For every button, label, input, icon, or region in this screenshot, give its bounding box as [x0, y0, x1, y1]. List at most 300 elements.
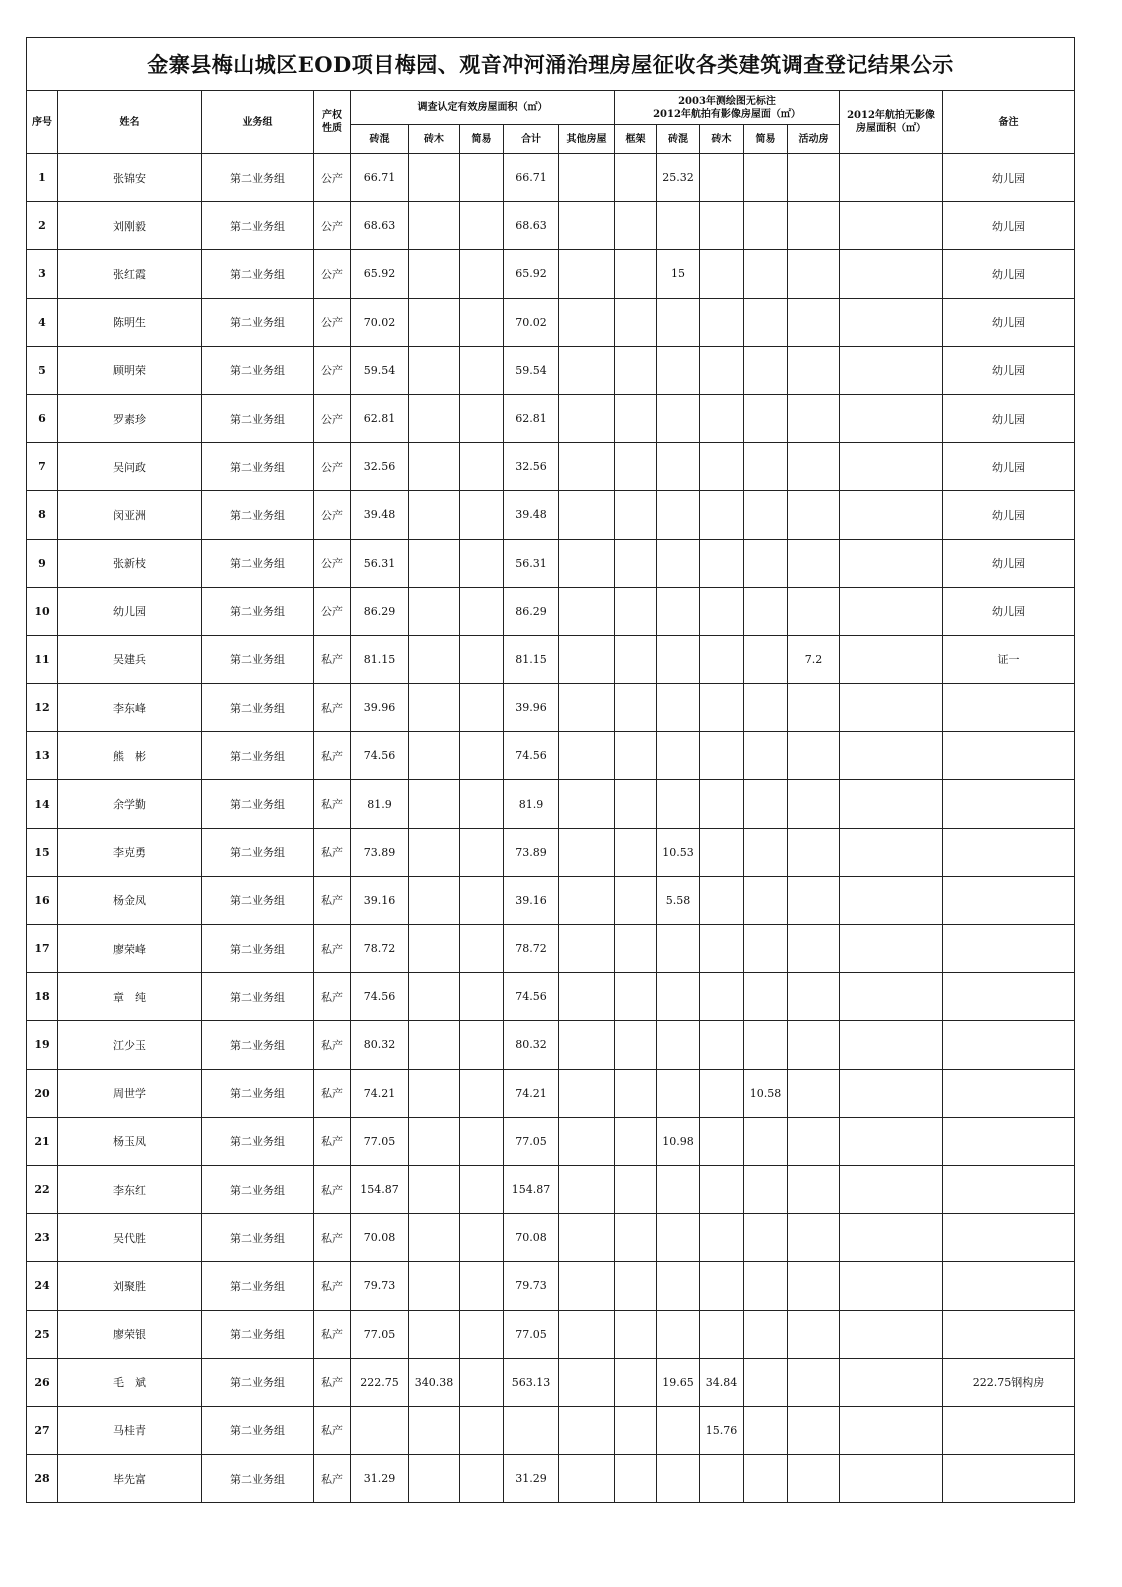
row-group: 第二业务组	[202, 1310, 314, 1358]
header-group: 业务组	[202, 91, 314, 154]
row-group: 第二业务组	[202, 1021, 314, 1069]
row-total: 70.02	[504, 298, 559, 346]
row-mapping-simple	[744, 346, 788, 394]
row-total	[504, 1406, 559, 1454]
row-property-nature: 私产	[314, 828, 351, 876]
row-name: 廖荣峰	[58, 925, 202, 973]
table-row	[27, 1262, 1075, 1310]
row-group: 第二业务组	[202, 635, 314, 683]
row-remark	[943, 1117, 1075, 1165]
row-seq: 25	[27, 1310, 58, 1358]
row-brick-wood	[409, 298, 460, 346]
row-name: 刘聚胜	[58, 1262, 202, 1310]
row-total: 563.13	[504, 1358, 559, 1406]
row-brick-wood	[409, 635, 460, 683]
row-frame	[615, 539, 657, 587]
row-no-image-area	[840, 1262, 943, 1310]
row-brick-concrete: 73.89	[351, 828, 409, 876]
row-other	[559, 298, 615, 346]
row-frame	[615, 876, 657, 924]
row-other	[559, 1214, 615, 1262]
row-brick-wood	[409, 732, 460, 780]
table-row	[27, 635, 1075, 683]
row-mapping-brick-wood	[700, 491, 744, 539]
row-mapping-brick-wood	[700, 780, 744, 828]
table-row	[27, 1455, 1075, 1503]
row-no-image-area	[840, 684, 943, 732]
row-no-image-area	[840, 154, 943, 202]
row-total: 39.96	[504, 684, 559, 732]
row-name: 周世学	[58, 1069, 202, 1117]
row-mapping-simple	[744, 443, 788, 491]
row-remark	[943, 925, 1075, 973]
row-seq: 7	[27, 443, 58, 491]
row-brick-concrete: 31.29	[351, 1455, 409, 1503]
row-mapping-brick-wood	[700, 1069, 744, 1117]
row-brick-wood	[409, 1069, 460, 1117]
row-mapping-simple	[744, 1358, 788, 1406]
row-mapping-brick-concrete	[657, 443, 700, 491]
row-mapping-mobile	[788, 732, 840, 780]
row-mapping-mobile	[788, 250, 840, 298]
row-brick-concrete: 74.56	[351, 973, 409, 1021]
row-mapping-simple	[744, 876, 788, 924]
row-mapping-mobile: 7.2	[788, 635, 840, 683]
row-name: 刘刚毅	[58, 202, 202, 250]
row-no-image-area	[840, 1214, 943, 1262]
row-mapping-brick-concrete	[657, 780, 700, 828]
row-remark: 幼儿园	[943, 346, 1075, 394]
table-row	[27, 876, 1075, 924]
row-name: 章 纯	[58, 973, 202, 1021]
row-frame	[615, 394, 657, 442]
row-remark	[943, 1262, 1075, 1310]
row-mapping-brick-wood	[700, 394, 744, 442]
row-simple	[460, 394, 504, 442]
row-group: 第二业务组	[202, 1455, 314, 1503]
row-mapping-brick-wood	[700, 1165, 744, 1213]
row-remark	[943, 1406, 1075, 1454]
row-mapping-mobile	[788, 1310, 840, 1358]
row-group: 第二业务组	[202, 298, 314, 346]
row-simple	[460, 635, 504, 683]
row-simple	[460, 1455, 504, 1503]
row-other	[559, 876, 615, 924]
row-seq: 2	[27, 202, 58, 250]
row-total: 56.31	[504, 539, 559, 587]
row-mapping-brick-concrete: 10.53	[657, 828, 700, 876]
header-mapping-area	[615, 91, 840, 125]
row-group: 第二业务组	[202, 1117, 314, 1165]
row-mapping-brick-concrete: 25.32	[657, 154, 700, 202]
row-other	[559, 1117, 615, 1165]
row-property-nature: 公产	[314, 154, 351, 202]
row-brick-wood	[409, 394, 460, 442]
row-total: 62.81	[504, 394, 559, 442]
row-brick-wood	[409, 973, 460, 1021]
row-frame	[615, 1165, 657, 1213]
row-name: 毛 斌	[58, 1358, 202, 1406]
row-brick-wood	[409, 1310, 460, 1358]
row-group: 第二业务组	[202, 1262, 314, 1310]
row-mapping-mobile	[788, 876, 840, 924]
row-brick-concrete: 62.81	[351, 394, 409, 442]
row-remark	[943, 732, 1075, 780]
row-seq: 26	[27, 1358, 58, 1406]
row-brick-concrete: 81.9	[351, 780, 409, 828]
table-row	[27, 1165, 1075, 1213]
row-brick-wood	[409, 1117, 460, 1165]
table-row	[27, 202, 1075, 250]
row-total: 77.05	[504, 1117, 559, 1165]
table-row	[27, 828, 1075, 876]
row-remark	[943, 1455, 1075, 1503]
row-property-nature: 公产	[314, 394, 351, 442]
row-frame	[615, 1021, 657, 1069]
row-brick-wood	[409, 925, 460, 973]
row-seq: 28	[27, 1455, 58, 1503]
table-row	[27, 732, 1075, 780]
row-brick-concrete: 70.02	[351, 298, 409, 346]
table-row	[27, 780, 1075, 828]
row-property-nature: 私产	[314, 1358, 351, 1406]
row-simple	[460, 250, 504, 298]
row-no-image-area	[840, 635, 943, 683]
row-brick-wood	[409, 876, 460, 924]
row-total: 78.72	[504, 925, 559, 973]
table-row	[27, 539, 1075, 587]
header-mapping-line2: 2012年航拍有影像房屋面（㎡）	[653, 108, 801, 120]
table-row	[27, 1358, 1075, 1406]
row-frame	[615, 250, 657, 298]
row-brick-wood	[409, 1406, 460, 1454]
row-frame	[615, 684, 657, 732]
row-other	[559, 154, 615, 202]
row-mapping-mobile	[788, 202, 840, 250]
row-mapping-mobile	[788, 973, 840, 1021]
row-mapping-brick-concrete	[657, 635, 700, 683]
row-simple	[460, 443, 504, 491]
row-frame	[615, 828, 657, 876]
row-group: 第二业务组	[202, 973, 314, 1021]
row-seq: 3	[27, 250, 58, 298]
row-name: 杨金凤	[58, 876, 202, 924]
row-brick-concrete: 39.16	[351, 876, 409, 924]
row-remark	[943, 1021, 1075, 1069]
row-frame	[615, 635, 657, 683]
row-no-image-area	[840, 346, 943, 394]
row-mapping-simple	[744, 202, 788, 250]
row-other	[559, 828, 615, 876]
row-seq: 13	[27, 732, 58, 780]
row-mapping-mobile	[788, 1358, 840, 1406]
row-property-nature: 私产	[314, 1214, 351, 1262]
row-remark: 幼儿园	[943, 250, 1075, 298]
row-mapping-simple	[744, 1262, 788, 1310]
row-seq: 21	[27, 1117, 58, 1165]
row-mapping-brick-concrete	[657, 1021, 700, 1069]
row-mapping-brick-concrete	[657, 684, 700, 732]
row-mapping-brick-wood	[700, 684, 744, 732]
row-name: 江少玉	[58, 1021, 202, 1069]
row-other	[559, 1310, 615, 1358]
row-other	[559, 973, 615, 1021]
row-mapping-mobile	[788, 780, 840, 828]
row-other	[559, 202, 615, 250]
row-total: 70.08	[504, 1214, 559, 1262]
row-brick-wood: 340.38	[409, 1358, 460, 1406]
row-mapping-simple	[744, 684, 788, 732]
row-group: 第二业务组	[202, 154, 314, 202]
row-total: 65.92	[504, 250, 559, 298]
row-remark	[943, 828, 1075, 876]
row-other	[559, 1165, 615, 1213]
row-no-image-area	[840, 876, 943, 924]
row-simple	[460, 154, 504, 202]
row-name: 张红霞	[58, 250, 202, 298]
row-brick-wood	[409, 828, 460, 876]
row-simple	[460, 346, 504, 394]
row-no-image-area	[840, 780, 943, 828]
row-other	[559, 1455, 615, 1503]
row-no-image-area	[840, 250, 943, 298]
row-name: 张锦安	[58, 154, 202, 202]
row-brick-wood	[409, 1262, 460, 1310]
row-mapping-mobile	[788, 346, 840, 394]
row-seq: 8	[27, 491, 58, 539]
row-property-nature: 私产	[314, 1310, 351, 1358]
row-property-nature: 公产	[314, 250, 351, 298]
row-remark: 幼儿园	[943, 443, 1075, 491]
row-brick-concrete: 78.72	[351, 925, 409, 973]
row-mapping-brick-wood	[700, 298, 744, 346]
row-simple	[460, 491, 504, 539]
row-mapping-brick-concrete	[657, 202, 700, 250]
row-name: 熊 彬	[58, 732, 202, 780]
row-frame	[615, 1214, 657, 1262]
row-mapping-brick-wood	[700, 973, 744, 1021]
row-mapping-brick-wood	[700, 1310, 744, 1358]
row-name: 吴问政	[58, 443, 202, 491]
row-seq: 19	[27, 1021, 58, 1069]
row-brick-concrete: 65.92	[351, 250, 409, 298]
row-brick-concrete: 32.56	[351, 443, 409, 491]
row-brick-wood	[409, 1165, 460, 1213]
row-no-image-area	[840, 732, 943, 780]
row-simple	[460, 1310, 504, 1358]
row-mapping-mobile	[788, 587, 840, 635]
row-property-nature: 公产	[314, 491, 351, 539]
row-mapping-brick-concrete	[657, 1455, 700, 1503]
row-brick-wood	[409, 1455, 460, 1503]
table-row	[27, 346, 1075, 394]
row-frame	[615, 346, 657, 394]
row-mapping-simple	[744, 587, 788, 635]
row-mapping-mobile	[788, 1214, 840, 1262]
row-brick-concrete: 222.75	[351, 1358, 409, 1406]
row-mapping-simple	[744, 1310, 788, 1358]
row-other	[559, 684, 615, 732]
row-mapping-simple	[744, 635, 788, 683]
row-group: 第二业务组	[202, 394, 314, 442]
row-total: 39.48	[504, 491, 559, 539]
row-no-image-area	[840, 298, 943, 346]
row-name: 李东红	[58, 1165, 202, 1213]
table-row	[27, 1406, 1075, 1454]
row-mapping-brick-concrete	[657, 1262, 700, 1310]
row-frame	[615, 1406, 657, 1454]
row-mapping-simple	[744, 250, 788, 298]
row-brick-concrete: 56.31	[351, 539, 409, 587]
row-group: 第二业务组	[202, 684, 314, 732]
row-name: 杨玉凤	[58, 1117, 202, 1165]
row-seq: 15	[27, 828, 58, 876]
row-property-nature: 公产	[314, 298, 351, 346]
row-name: 幼儿园	[58, 587, 202, 635]
row-group: 第二业务组	[202, 250, 314, 298]
row-mapping-brick-wood	[700, 250, 744, 298]
row-brick-wood	[409, 587, 460, 635]
row-mapping-simple	[744, 1214, 788, 1262]
row-frame	[615, 1069, 657, 1117]
row-group: 第二业务组	[202, 1069, 314, 1117]
row-other	[559, 1406, 615, 1454]
row-no-image-area	[840, 1310, 943, 1358]
row-mapping-brick-wood	[700, 925, 744, 973]
row-seq: 16	[27, 876, 58, 924]
row-simple	[460, 1069, 504, 1117]
row-no-image-area	[840, 925, 943, 973]
row-other	[559, 394, 615, 442]
row-brick-concrete: 86.29	[351, 587, 409, 635]
row-mapping-simple	[744, 1455, 788, 1503]
row-mapping-brick-concrete	[657, 732, 700, 780]
row-brick-wood	[409, 1021, 460, 1069]
row-property-nature: 公产	[314, 443, 351, 491]
row-mapping-brick-concrete	[657, 346, 700, 394]
row-mapping-mobile	[788, 1406, 840, 1454]
row-other	[559, 1358, 615, 1406]
row-brick-concrete: 39.48	[351, 491, 409, 539]
table-row	[27, 1214, 1075, 1262]
row-name: 毕先富	[58, 1455, 202, 1503]
row-mapping-brick-wood	[700, 587, 744, 635]
row-seq: 4	[27, 298, 58, 346]
row-no-image-area	[840, 443, 943, 491]
row-mapping-brick-concrete	[657, 491, 700, 539]
row-name: 顾明荣	[58, 346, 202, 394]
row-frame	[615, 443, 657, 491]
row-group: 第二业务组	[202, 539, 314, 587]
row-remark: 幼儿园	[943, 298, 1075, 346]
row-mapping-mobile	[788, 1262, 840, 1310]
row-no-image-area	[840, 1358, 943, 1406]
row-simple	[460, 876, 504, 924]
row-group: 第二业务组	[202, 443, 314, 491]
row-total: 74.21	[504, 1069, 559, 1117]
table-row	[27, 684, 1075, 732]
row-frame	[615, 202, 657, 250]
row-frame	[615, 298, 657, 346]
row-name: 余学勤	[58, 780, 202, 828]
row-other	[559, 780, 615, 828]
row-no-image-area	[840, 202, 943, 250]
row-mapping-mobile	[788, 298, 840, 346]
row-simple	[460, 1406, 504, 1454]
row-no-image-area	[840, 1069, 943, 1117]
row-mapping-simple	[744, 732, 788, 780]
table-row	[27, 1310, 1075, 1358]
row-seq: 1	[27, 154, 58, 202]
row-group: 第二业务组	[202, 1214, 314, 1262]
row-property-nature: 私产	[314, 1455, 351, 1503]
row-mapping-brick-concrete: 19.65	[657, 1358, 700, 1406]
row-seq: 17	[27, 925, 58, 973]
table-row	[27, 1069, 1075, 1117]
row-no-image-area	[840, 491, 943, 539]
header-brick-wood: 砖木	[409, 125, 460, 154]
row-brick-concrete: 79.73	[351, 1262, 409, 1310]
row-simple	[460, 1021, 504, 1069]
row-seq: 5	[27, 346, 58, 394]
row-mapping-brick-wood	[700, 635, 744, 683]
row-mapping-brick-concrete	[657, 1310, 700, 1358]
row-total: 31.29	[504, 1455, 559, 1503]
header-total: 合计	[504, 125, 559, 154]
header-no-image-line2: 房屋面积（㎡）	[856, 123, 926, 134]
row-other	[559, 925, 615, 973]
row-other	[559, 635, 615, 683]
table-row	[27, 394, 1075, 442]
row-brick-concrete: 77.05	[351, 1117, 409, 1165]
row-mapping-simple	[744, 491, 788, 539]
row-property-nature: 私产	[314, 1069, 351, 1117]
row-total: 74.56	[504, 732, 559, 780]
row-mapping-mobile	[788, 828, 840, 876]
row-other	[559, 1262, 615, 1310]
row-mapping-mobile	[788, 1117, 840, 1165]
row-remark: 幼儿园	[943, 202, 1075, 250]
row-property-nature: 私产	[314, 925, 351, 973]
row-mapping-simple: 10.58	[744, 1069, 788, 1117]
row-frame	[615, 491, 657, 539]
row-mapping-simple	[744, 1165, 788, 1213]
header-mapping-brick-wood: 砖木	[700, 125, 744, 154]
row-name: 吴代胜	[58, 1214, 202, 1262]
row-brick-wood	[409, 154, 460, 202]
row-total: 39.16	[504, 876, 559, 924]
row-simple	[460, 587, 504, 635]
row-brick-wood	[409, 346, 460, 394]
row-seq: 11	[27, 635, 58, 683]
row-property-nature: 公产	[314, 539, 351, 587]
row-mapping-brick-wood	[700, 1262, 744, 1310]
header-frame: 框架	[615, 125, 657, 154]
row-no-image-area	[840, 394, 943, 442]
row-brick-concrete: 74.21	[351, 1069, 409, 1117]
header-brick-concrete: 砖混	[351, 125, 409, 154]
header-survey-area: 调查认定有效房屋面积（㎡）	[351, 91, 615, 125]
row-simple	[460, 1214, 504, 1262]
header-name: 姓名	[58, 91, 202, 154]
row-simple	[460, 973, 504, 1021]
row-mapping-brick-concrete	[657, 298, 700, 346]
row-mapping-brick-wood	[700, 539, 744, 587]
table-row	[27, 925, 1075, 973]
row-mapping-simple	[744, 973, 788, 1021]
row-frame	[615, 925, 657, 973]
table-body	[27, 154, 1075, 1503]
